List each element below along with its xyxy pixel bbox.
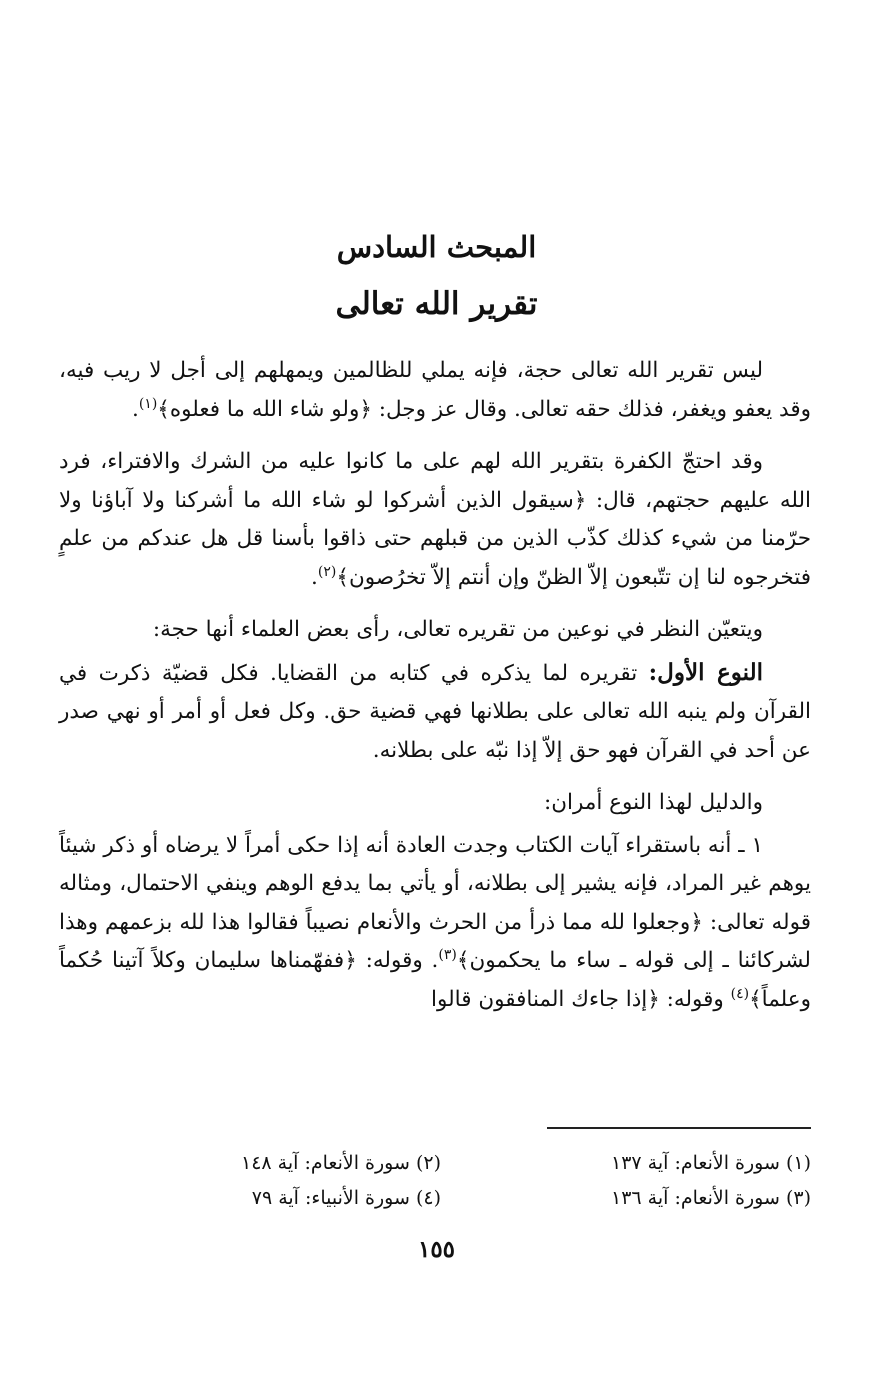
paragraph-1 — [59, 352, 811, 429]
footnotes — [59, 1146, 811, 1216]
paragraph-2-end: . — [311, 564, 318, 590]
footnote-4: (٤) سورة الأنبياء: آية ٧٩ — [251, 1187, 441, 1209]
paragraph-2 — [59, 443, 811, 597]
paragraph-6-text: ١ ـ أنه باستقراء آيات الكتاب وجدت العادة أنه إذا حكى أمراً لا يرضاه أو ذكر شيئاً يوهم غير المراد، فإنه يشير إلى بطلانه، أو يأتي بما يدفع الوهم وينفي الاحتمال، ومثاله قوله تعالى: ﴿وجعلوا لله مما ذرأ من الحرث والأنعام نصيباً فقالوا هذا لله بزعمهم وهذا لشركائنا ـ إلى قوله ـ ساء ما يحكمون﴾ — [59, 832, 811, 973]
chapter-title: المبحث السادس — [336, 230, 537, 264]
footnote-3: (٣) سورة الأنعام: آية ١٣٦ — [611, 1187, 811, 1209]
footnote-marker-3: (٣) — [438, 946, 457, 963]
page-number: ١٥٥ — [417, 1236, 456, 1263]
titles-block — [0, 230, 873, 322]
paragraph-6-mid: . وقوله: ﴿ففهّمناها سليمان وكلاً آتينا حُكماً وعلماً﴾ — [59, 948, 811, 1012]
footnote-row — [59, 1181, 811, 1216]
footnote-divider — [547, 1127, 811, 1129]
footnote-marker-2: (٢) — [317, 563, 337, 580]
paragraph-1-end: . — [131, 396, 139, 422]
paragraph-2-text: وقد احتجّ الكفرة بتقرير الله لهم على ما كانوا عليه من الشرك والافتراء، فرد الله عليهم حجتهم، قال: ﴿سيقول الذين أشركوا لو شاء الله ما أشركنا ولا آباؤنا ولا حرّمنا من شيء كذلك كذّب الذين من قبلهم حتى ذاقوا بأسنا قل هل عندكم من علمٍ فتخرجوه لنا إن تتّبعون إلاّ الظنّ وإن أنتم إلاّ تخرُصون﴾ — [59, 449, 811, 590]
first-type-term: النوع الأول: — [648, 658, 763, 686]
paragraph-4 — [59, 654, 811, 771]
paragraph-5: والدليل لهذا النوع أمران: — [543, 790, 763, 815]
body-text — [59, 352, 811, 1033]
paragraph-3: ويتعيّن النظر في نوعين من تقريره تعالى، رأى بعض العلماء أنها حجة: — [152, 617, 763, 642]
section-title: تقرير الله تعالى — [335, 286, 538, 322]
paragraph-6 — [59, 827, 811, 1020]
footnote-1: (١) سورة الأنعام: آية ١٣٧ — [611, 1152, 811, 1174]
paragraph-1-text: ليس تقرير الله تعالى حجة، فإنه يملي للظالمين ويمهلهم إلى أجل لا ريب فيه، وقد يعفو ويغفر، فذلك حقه تعالى. وقال عز وجل: ﴿ولو شاء الله ما فعلوه﴾ — [59, 358, 811, 422]
footnote-marker-4: (٤) — [730, 985, 750, 1002]
paragraph-6-end: وقوله: ﴿إذا جاءك المنافقون قالوا — [431, 986, 731, 1012]
footnote-row — [59, 1146, 811, 1181]
paragraph-4-text: تقريره لما يذكره في كتابه من القضايا. فكل قضيّة ذكرت في القرآن ولم ينبه الله تعالى على بطلانها فهي قضية حق. وكل فعل أو أمر أو نهي صدر عن أحد في القرآن فهو حق إلاّ إذا نبّه على بطلانه. — [59, 660, 811, 763]
footnote-marker-1: (١) — [138, 395, 158, 412]
footnote-2: (٢) سورة الأنعام: آية ١٤٨ — [241, 1152, 441, 1174]
